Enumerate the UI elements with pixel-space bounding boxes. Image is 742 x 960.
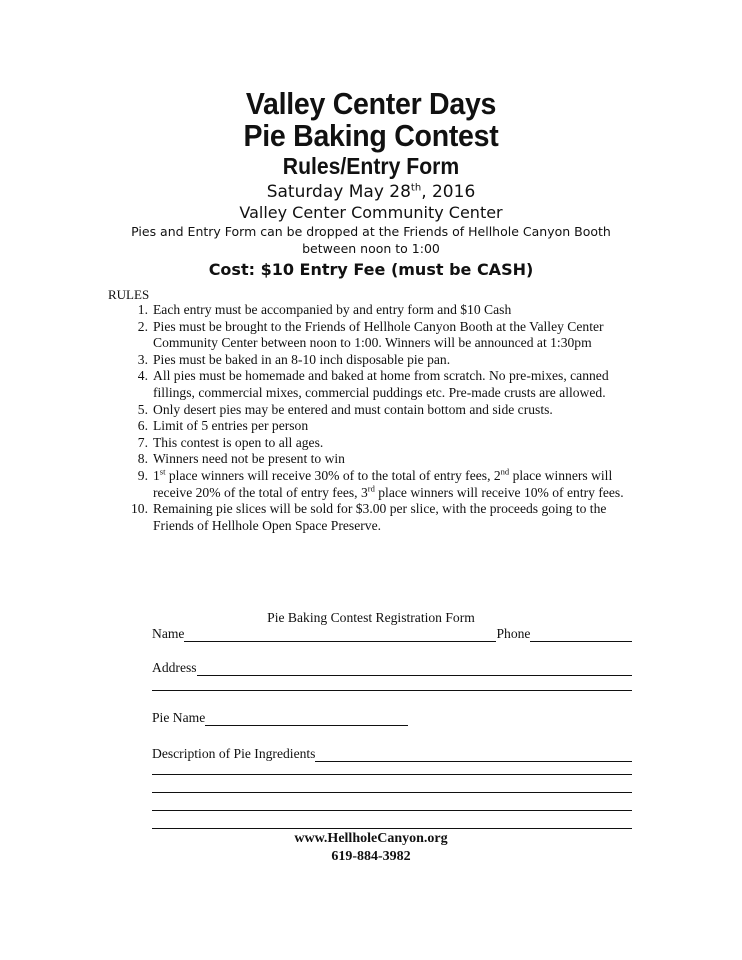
address-label: Address: [152, 660, 197, 675]
sup-st: st: [159, 466, 166, 477]
pie-name-label: Pie Name: [152, 710, 206, 725]
venue: Valley Center Community Center: [239, 203, 503, 222]
title-line-1: Valley Center Days: [245, 86, 497, 121]
pie-name-row: [152, 710, 408, 726]
sup-rd: rd: [367, 483, 375, 493]
rule-text: Remaining pie slices will be sold for $3.00 per slice, with the proceeds going to the Friends of Hellhole Open Space Preserve.: [153, 501, 607, 533]
rule-item: [108, 435, 648, 452]
rule-text: This contest is open to all ages.: [153, 434, 324, 450]
rule-number: 2.: [137, 318, 148, 334]
rules-heading: RULES: [108, 287, 150, 302]
cost: Cost: $10 Entry Fee (must be CASH): [208, 260, 534, 279]
dropoff-line-1: Pies and Entry Form can be dropped at the Friends of Hellhole Canyon Booth: [131, 224, 611, 239]
phone-label: Phone: [496, 626, 531, 641]
prize-first: 1: [153, 467, 160, 483]
rule-number: 5.: [137, 401, 148, 417]
sup-nd: nd: [500, 466, 510, 477]
ingredients-field[interactable]: [315, 747, 632, 762]
address-field[interactable]: [197, 661, 632, 676]
ingredients-field-line-3[interactable]: [152, 792, 632, 793]
contact-phone: 619-884-3982: [331, 849, 411, 864]
rule-text: Pies must be baked in an 8-10 inch disposable pie pan.: [153, 351, 451, 367]
name-label: Name: [152, 626, 185, 641]
rule-number: 6.: [137, 418, 148, 434]
date-year: , 2016: [421, 182, 476, 202]
rule-item-prizes: [108, 468, 648, 501]
rule-item: [108, 418, 648, 435]
rule-item: [108, 451, 648, 468]
website-link[interactable]: www.HellholeCanyon.org: [294, 831, 448, 846]
event-date: [0, 181, 742, 203]
rule-item: [108, 368, 648, 401]
rule-number: 10.: [131, 501, 148, 517]
rule-item: [108, 352, 648, 369]
header: [0, 88, 742, 281]
rule-item: [108, 402, 648, 419]
title-line-2: Pie Baking Contest: [243, 118, 499, 153]
address-row: [152, 660, 632, 676]
rule-item: [108, 501, 648, 534]
rule-item: [108, 302, 648, 319]
rule-number: 7.: [137, 434, 148, 450]
name-row: [152, 626, 632, 642]
prize-text-3: place winners will receive 10% of entry fees.: [374, 484, 624, 500]
ingredients-row: [152, 746, 632, 762]
rule-text: Only desert pies may be entered and must contain bottom and side crusts.: [153, 401, 553, 417]
ingredients-field-line-4[interactable]: [152, 810, 632, 811]
rule-number: 9.: [137, 467, 148, 483]
rule-text: Winners need not be present to win: [153, 451, 345, 467]
subtitle: Rules/Entry Form: [282, 153, 460, 179]
pie-name-field[interactable]: [205, 711, 408, 726]
prize-text-1: place winners will receive 30% of to the total of entry fees, 2: [165, 467, 501, 483]
ingredients-field-line-2[interactable]: [152, 774, 632, 775]
ingredients-label: Description of Pie Ingredients: [152, 746, 316, 761]
rule-number: 3.: [137, 351, 148, 367]
form-title: Pie Baking Contest Registration Form: [267, 610, 475, 625]
rule-text: Each entry must be accompanied by and entry form and $10 Cash: [153, 302, 512, 317]
rule-text: All pies must be homemade and baked at home from scratch. No pre-mixes, canned fillings, commercial mixes, commercial puddings etc. Pre-made crusts are allowed.: [153, 368, 609, 400]
ingredients-field-line-5[interactable]: [152, 828, 632, 829]
rule-text: Limit of 5 entries per person: [153, 418, 309, 434]
date-suffix: th: [410, 182, 422, 194]
address-field-line-2[interactable]: [152, 690, 632, 691]
prize-text-2: place winners will receive 20% of the total of entry fees, 3: [153, 467, 613, 500]
rule-text: Pies must be brought to the Friends of Hellhole Canyon Booth at the Valley Center Community Center between noon to 1:00. Winners will be announced at 1:30pm: [153, 318, 604, 351]
phone-field[interactable]: [530, 627, 632, 642]
footer: [0, 830, 742, 866]
rule-number: 8.: [137, 451, 148, 467]
date-main: Saturday May 28: [266, 182, 411, 202]
rules-list: [108, 302, 648, 534]
rule-number: 1.: [137, 302, 148, 317]
name-field[interactable]: [184, 627, 496, 642]
dropoff-line-2: between noon to 1:00: [302, 241, 440, 256]
rule-item: [108, 319, 648, 352]
rule-number: 4.: [137, 368, 148, 384]
